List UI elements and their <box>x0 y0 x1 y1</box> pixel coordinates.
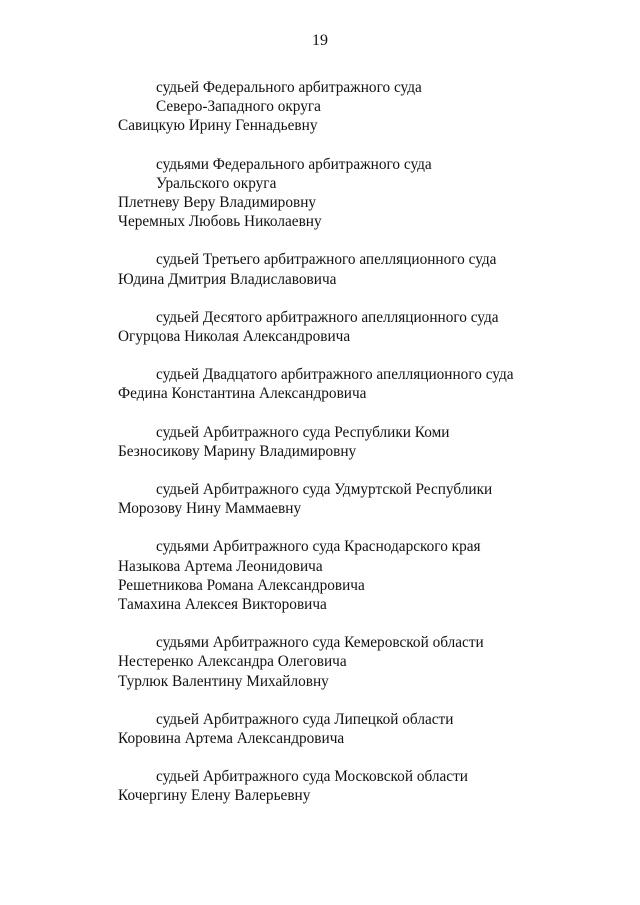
appointment-section <box>118 423 598 461</box>
appointment-section <box>118 78 598 136</box>
judge-name: Морозову Нину Маммаевну <box>118 500 302 518</box>
court-title-line: судьей Арбитражного суда Московской области <box>156 768 468 786</box>
appointment-section <box>118 537 598 614</box>
court-title-line: судьей Двадцатого арбитражного апелляционного суда <box>156 366 514 384</box>
court-title-line: судьями Арбитражного суда Краснодарского края <box>156 538 481 556</box>
judge-name: Огурцова Николая Александровича <box>118 328 351 346</box>
court-title-line: судьей Третьего арбитражного апелляционного суда <box>156 251 497 269</box>
appointment-section <box>118 155 598 232</box>
judge-name: Безносикову Марину Владимировну <box>118 442 357 460</box>
judge-name: Решетникова Романа Александровича <box>118 576 365 594</box>
appointment-section <box>118 710 598 748</box>
judge-name: Назыкова Артема Леонидовича <box>118 557 323 575</box>
court-title-line: судьей Федерального арбитражного суда <box>156 79 422 96</box>
judge-name: Коровина Артема Александровича <box>118 730 345 748</box>
court-title-line: судьей Десятого арбитражного апелляционного суда <box>156 308 499 326</box>
court-title-line: судьями Федерального арбитражного суда <box>156 155 432 173</box>
appointment-section <box>118 308 598 346</box>
appointment-section <box>118 767 598 805</box>
judge-name: Нестеренко Александра Олеговича <box>118 653 347 671</box>
court-title-line: судьей Арбитражного суда Республики Коми <box>156 423 450 441</box>
judge-name: Тамахина Алексея Викторовича <box>118 596 327 614</box>
judge-name: Кочергину Елену Валерьевну <box>118 787 311 805</box>
judge-name: Черемных Любовь Николаевну <box>118 213 322 231</box>
appointment-section <box>118 250 598 288</box>
court-title-line: судьей Арбитражного суда Липецкой области <box>156 710 454 728</box>
appointment-section <box>118 365 598 403</box>
page-number: 19 <box>312 32 328 49</box>
court-title-line: судьями Арбитражного суда Кемеровской области <box>156 634 484 652</box>
court-title-line: судьей Арбитражного суда Удмуртской Республики <box>156 481 493 499</box>
judge-name: Савицкую Ирину Геннадьевну <box>118 117 318 135</box>
judge-name: Юдина Дмитрия Владиславовича <box>118 270 337 288</box>
appointment-section <box>118 633 598 691</box>
court-title-line: Северо-Западного округа <box>156 98 321 116</box>
judge-name: Турлюк Валентину Михайловну <box>118 672 329 690</box>
judge-name: Федина Константина Александровича <box>118 385 367 403</box>
appointment-section <box>118 480 598 518</box>
court-title-line: Уральского округа <box>156 174 277 192</box>
judge-name: Плетневу Веру Владимировну <box>118 194 317 212</box>
document-body <box>118 78 598 825</box>
